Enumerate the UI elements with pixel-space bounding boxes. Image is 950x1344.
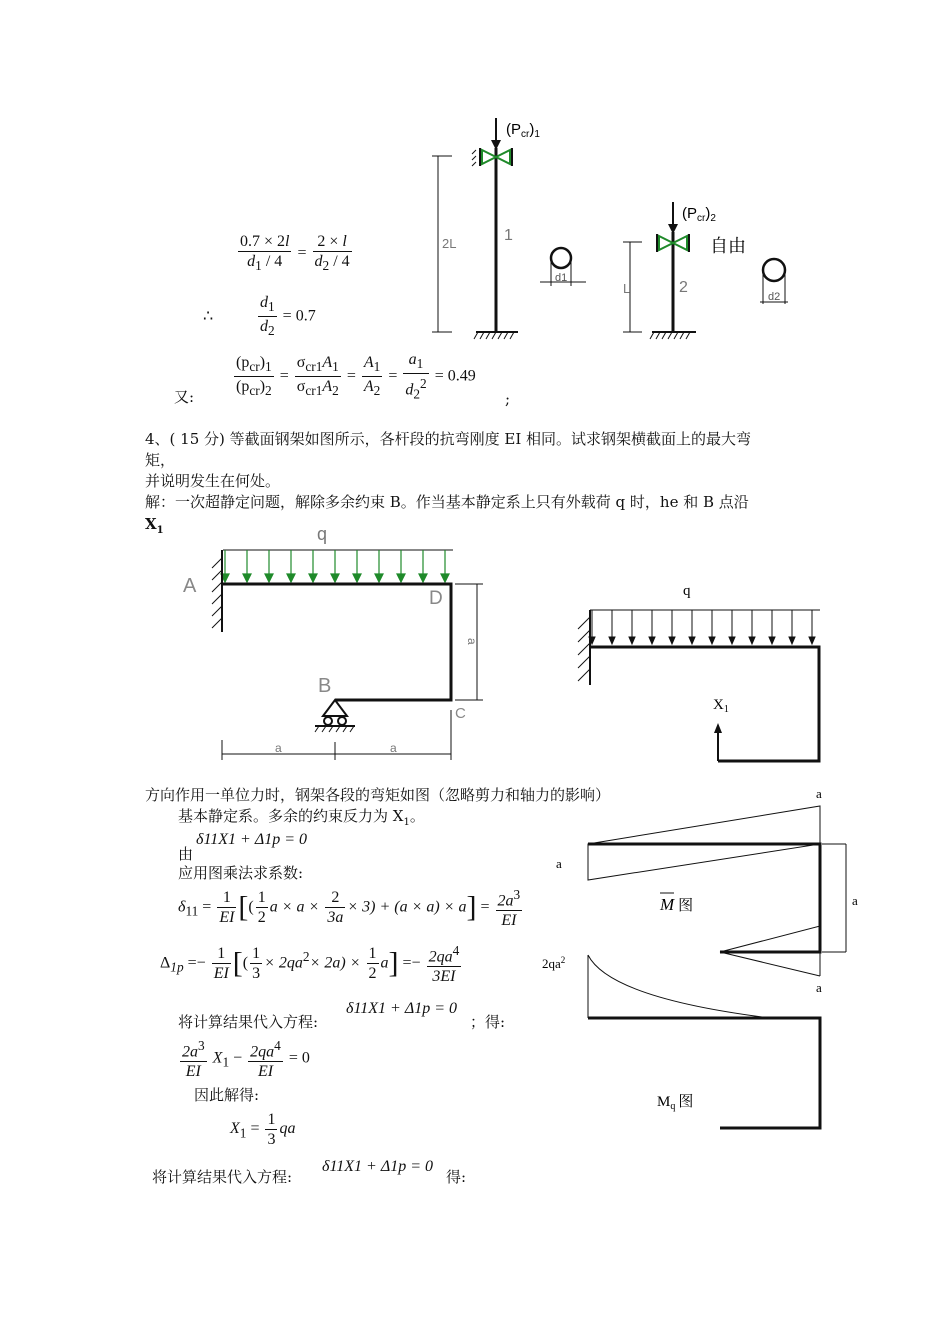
solution-line-3: 由 xyxy=(178,845,194,863)
point-D: D xyxy=(429,588,443,609)
m-left-a: a xyxy=(556,856,562,871)
solution-line-1: 方向作用一单位力时，钢架各段的弯矩如图（忽略剪力和轴力的影响） xyxy=(145,786,611,804)
m-right-a: a xyxy=(852,893,858,908)
problem-line-4: 解：一次超静定问题，解除多余约束 B。作当基本静定系上只有外载荷 q 时，he 和 B 点沿 xyxy=(145,493,749,511)
m-diagram-label: M 图 xyxy=(660,895,694,914)
x1-result: $X_1$ = $\frac{1}{3}$ qa xyxy=(230,1111,296,1148)
point-C: C xyxy=(455,705,466,722)
moment-diagrams-figure xyxy=(540,780,880,1140)
x1-equation: $\frac{2a^3}{EI}$ $X_1$ − $\frac{2qa^4}{EI}$ = 0 xyxy=(182,1038,310,1081)
also-label: 又: xyxy=(174,388,195,406)
roller-support-B xyxy=(315,700,355,732)
dim-a-vertical: a xyxy=(465,638,479,645)
solution-line-9b: 得: xyxy=(446,1168,467,1186)
length-L: L xyxy=(623,281,631,296)
point-A: A xyxy=(183,575,197,597)
pcr1-label: $(P_{cr})_1$ xyxy=(506,121,540,140)
solution-line-5: 将计算结果代入方程: xyxy=(178,1013,319,1031)
basic-statical-system-figure xyxy=(570,575,830,770)
eq-ratio-3: $\frac{(p_{cr})_1}{(p_{cr})_2}$ = $\frac{\sigma_{cr1}A_1}{\sigma_{cr1}A_2}$ = $\frac{A_1}{A_2}$ = $\frac{a_1}{d_2^2}$ = 0.49 xyxy=(236,351,476,402)
pin-support-1 xyxy=(472,148,512,166)
therefore-symbol: ∴ xyxy=(203,308,214,325)
eq-ratio-1: $\frac{0.7 \times 2l}{d_1 / 4}$ = $\frac{2 \times l}{d_2 / 4}$ xyxy=(240,233,350,274)
dim-a-left: a xyxy=(275,741,282,755)
free-label: 自由 xyxy=(710,236,746,256)
column-2-number: 2 xyxy=(679,279,688,296)
problem-line-2: 矩， xyxy=(145,451,176,469)
basic-X1-label: $X_1$ xyxy=(713,697,729,715)
problem-line-1: 4、( 15 分) 等截面钢架如图所示，各杆段的抗弯刚度 EI 相同。试求钢架横截面上的最大弯 xyxy=(145,430,752,448)
basic-load-q: q xyxy=(683,583,691,599)
column-buckling-figure xyxy=(420,110,820,350)
m-top-a: a xyxy=(816,786,822,801)
length-2L: 2L xyxy=(442,236,457,251)
problem-line-5: $X_1$ xyxy=(145,515,164,536)
dim-a-right: a xyxy=(390,741,397,755)
steel-frame-figure xyxy=(175,520,505,765)
semicolon: ; xyxy=(505,390,511,408)
load-q-label: q xyxy=(317,524,328,544)
solution-line-9: 将计算结果代入方程: xyxy=(152,1168,293,1186)
solution-line-2: 基本静定系。多余的约束反力为 $X_1$。 xyxy=(178,807,425,828)
mq-diagram-label: $M_q$ 图 xyxy=(657,1092,694,1112)
pcr2-label: $(P_{cr})_2$ xyxy=(682,205,716,224)
solution-line-7: 因此解得: xyxy=(194,1086,260,1104)
solution-line-5b: ；得: xyxy=(470,1013,506,1031)
solution-line-4: 应用图乘法求系数: xyxy=(178,864,304,882)
mq-value-label: $2qa^2$ xyxy=(542,955,566,971)
column-1-number: 1 xyxy=(504,227,513,244)
basic-load-arrows xyxy=(589,610,815,644)
compat-equation-1: δ11X1 + Δ1p = 0 xyxy=(196,831,308,848)
problem-line-3: 并说明发生在何处。 xyxy=(145,472,281,490)
point-B: B xyxy=(318,675,332,697)
d1-label: d1 xyxy=(555,272,568,284)
eq-ratio-2: $\frac{d_1}{d_2}$ = 0.7 xyxy=(260,294,316,339)
d2-label: d2 xyxy=(768,291,781,303)
delta11-equation: $\delta_{11}$ = $\frac{1}{EI}$ [( $\frac{1}{2}$ a × a × $\frac{2}{3a}$ × 3) + (a × a) × a] = $\frac{2a^3}{EI}$ xyxy=(178,887,521,930)
distributed-load-arrows xyxy=(221,550,449,582)
compat-equation-3: δ11X1 + Δ1p = 0 xyxy=(322,1158,434,1175)
delta1p-equation: $\Delta_{1p}$ =− $\frac{1}{EI}$ [( $\frac{1}{3}$ × $2qa^2\times 2a$) × $\frac{1}{2}$ a] =− $\frac{2qa^4}{3EI}$ xyxy=(160,943,460,986)
compat-equation-2: δ11X1 + Δ1p = 0 xyxy=(346,1000,458,1017)
m-bottom-a: a xyxy=(816,980,822,995)
